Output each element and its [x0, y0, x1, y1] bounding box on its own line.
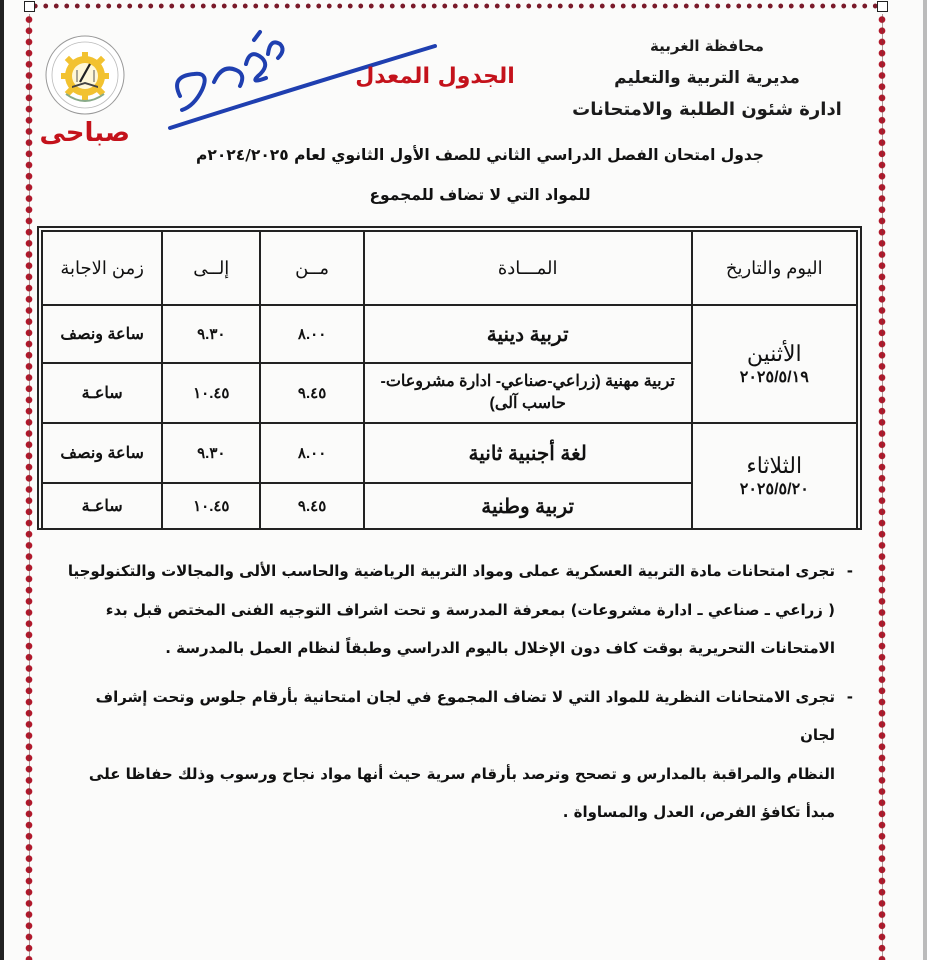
- page-edge: [923, 0, 927, 960]
- revised-schedule-title: الجدول المعدل: [355, 64, 515, 89]
- day-cell: [692, 305, 857, 423]
- duration-cell: ساعـة: [42, 363, 162, 423]
- from-time-cell: ٩.٤٥: [260, 483, 364, 529]
- to-time-cell: ٩.٣٠: [162, 305, 260, 363]
- header-duration: زمن الاجابة: [42, 231, 162, 305]
- from-time-cell: ٨.٠٠: [260, 305, 364, 363]
- note-line: [60, 552, 853, 591]
- table-row: [42, 423, 857, 483]
- note-line: النظام والمراقبة بالمدارس و تصحح وترصد بأرقام سرية حيث أنها مواد نجاح ورسوب وذلك حفاظا على: [88, 764, 835, 783]
- note-line: مبدأ تكافؤ الفرص، العدل والمساواة .: [562, 803, 835, 821]
- day-cell: [692, 423, 857, 529]
- to-time-cell: ٩.٣٠: [162, 423, 260, 483]
- exam-schedule-table: [37, 226, 862, 530]
- governorate-name: محافظة الغربية: [650, 37, 764, 55]
- note-line: ( زراعي ـ صناعي ـ ادارة مشروعات) بمعرفة المدرسة و تحت اشراف التوجيه الفنى المختص قبل بدء: [105, 600, 835, 619]
- note-text: تجرى الامتحانات النظرية للمواد التي لا تضاف المجموع في لجان امتحانية بأرقام جلوس وتحت إشراف لجان: [95, 687, 835, 744]
- duration-cell: ساعـة: [42, 483, 162, 529]
- header-to: إلــى: [162, 231, 260, 305]
- department-name: ادارة شئون الطلبة والامتحانات: [572, 99, 842, 120]
- subject-cell: لغة أجنبية ثانية: [364, 423, 692, 483]
- directorate-name: مديرية التربية والتعليم: [614, 68, 800, 88]
- notes-section: [60, 552, 853, 842]
- day-name: الأثنين: [746, 341, 802, 366]
- bullet-dash: -: [846, 562, 853, 580]
- day-date: ٢٠٢٥/٥/٢٠: [739, 481, 809, 498]
- header-day-date: اليوم والتاريخ: [692, 231, 857, 305]
- duration-cell: ساعة ونصف: [42, 423, 162, 483]
- note-line: الامتحانات التحريرية بوقت كاف دون الإخلال باليوم الدراسي وطبقاً لنظام العمل بالمدرسة .: [165, 639, 835, 657]
- subject-cell: تربية مهنية (زراعي-صناعي- ادارة مشروعات- حاسب آلى): [364, 363, 692, 423]
- note-line: [60, 678, 853, 755]
- to-time-cell: ١٠.٤٥: [162, 363, 260, 423]
- shift-label: صباحى: [39, 118, 130, 148]
- note-item: [60, 678, 853, 832]
- from-time-cell: ٩.٤٥: [260, 363, 364, 423]
- table-header-row: [42, 231, 857, 305]
- from-time-cell: ٨.٠٠: [260, 423, 364, 483]
- subject-cell: تربية دينية: [364, 305, 692, 363]
- document-subtitle: للمواد التي لا تضاف للمجموع: [369, 186, 591, 204]
- day-name: الثلاثاء: [746, 453, 803, 478]
- decorative-border-left: [23, 14, 35, 960]
- logo-seal-icon: [44, 34, 126, 116]
- organization-header: [567, 30, 847, 126]
- document-title: جدول امتحان الفصل الدراسي الثاني للصف الأول الثانوي لعام ٢٠٢٤/٢٠٢٥م: [196, 146, 764, 164]
- border-corner: [24, 1, 35, 12]
- note-text: تجرى امتحانات مادة التربية العسكرية عملى ومواد التربية الرياضية والحاسب الألى والمجالات والتكنولوجيا: [67, 562, 835, 580]
- page-edge: [0, 0, 4, 960]
- table-row: [42, 305, 857, 363]
- header-subject: المـــادة: [364, 231, 692, 305]
- to-time-cell: ١٠.٤٥: [162, 483, 260, 529]
- duration-cell: ساعة ونصف: [42, 305, 162, 363]
- note-item: [60, 552, 853, 668]
- header-from: مــن: [260, 231, 364, 305]
- border-corner: [877, 1, 888, 12]
- day-date: ٢٠٢٥/٥/١٩: [739, 369, 809, 386]
- bullet-dash: -: [846, 687, 853, 706]
- directorate-logo: [44, 34, 126, 116]
- subject-cell: تربية وطنية: [364, 483, 692, 529]
- decorative-border-top: [30, 0, 880, 12]
- decorative-border-right: [876, 14, 888, 960]
